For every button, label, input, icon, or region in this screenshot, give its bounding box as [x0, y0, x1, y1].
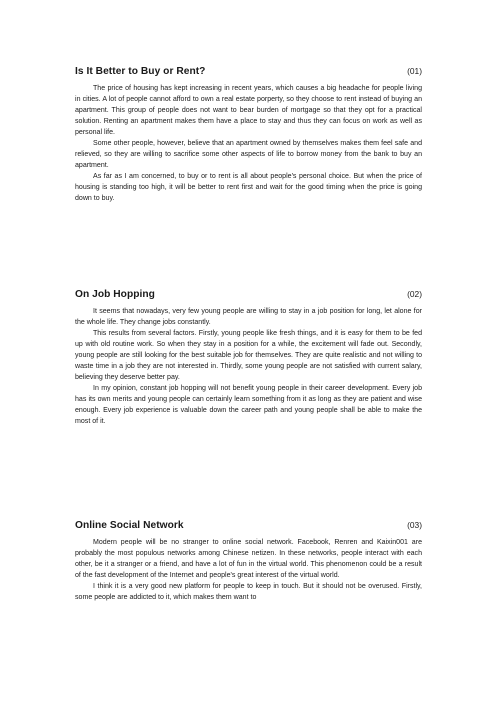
essay-02 — [75, 289, 422, 427]
essay-paragraph: Modern people will be no stranger to online social network. Facebook, Renren and Kaixin001 are probably the most populous networks among Chinese netizen. In these networks, people interact with each other, be it a stranger or a friend, and have a lot of fun in the virtual world. This phenomenon could be a result of the fast development of the Internet and people's great interest of the virtual world. — [75, 539, 422, 579]
essay-header — [75, 520, 422, 534]
essay-title: On Job Hopping — [75, 289, 155, 300]
essay-paragraph: It seems that nowadays, very few young people are willing to stay in a job position for long, let alone for the whole life. They change jobs constantly. — [75, 308, 422, 326]
essay-03 — [75, 520, 422, 603]
essay-title: Online Social Network — [75, 520, 184, 531]
essay-paragraph: The price of housing has kept increasing in recent years, which causes a big headache for people living in cities. A lot of people cannot afford to own a real estate porperty, so they choose to rent instead of buying an apartment. This group of people does not want to bear burden of mortgage so that they opt for a practical solution. Renting an apartment makes them have a place to stay and thus they can focus on work as well as personal life. — [75, 85, 422, 136]
essay-number: (03) — [407, 520, 422, 530]
essay-header — [75, 289, 422, 303]
essay-paragraph: In my opinion, constant job hopping will not benefit young people in their career development. Every job has its own merits and young people can certainly learn something from it as long as they are patient and wise enough. Every job experience is valuable down the career path and young people shall be able to make the most of it. — [75, 385, 422, 425]
essay-title: Is It Better to Buy or Rent? — [75, 66, 206, 77]
essay-paragraph: Some other people, however, believe that an apartment owned by themselves makes them feel safe and relieved, so they are willing to sacrifice some other aspects of life to borrow money from the bank to buy an apartment. — [75, 140, 422, 169]
essay-paragraph: This results from several factors. Firstly, young people like fresh things, and it is easy for them to be fed up with old routine work. So when they stay in a position for a while, the excitement will fade out. Secondly, young people are still looking for the best suitable job for themselves. They are quite realistic and not willing to waste time in a job they are not interested in. Thirdly, some young people are not satisfied with current salary, believing they deserve better pay. — [75, 330, 422, 381]
essay-paragraph: I think it is a very good new platform for people to keep in touch. But it should not be overused. Firstly, some people are addicted to it, which makes them want to — [75, 583, 422, 601]
essay-01 — [75, 66, 422, 204]
essay-header — [75, 66, 422, 80]
essay-number: (02) — [407, 289, 422, 299]
essay-paragraph: As far as I am concerned, to buy or to rent is all about people's personal choice. But when the price of housing is standing too high, it will be better to rent first and wait for the good timing when the price is going down to buy. — [75, 173, 422, 202]
essay-number: (01) — [407, 66, 422, 76]
